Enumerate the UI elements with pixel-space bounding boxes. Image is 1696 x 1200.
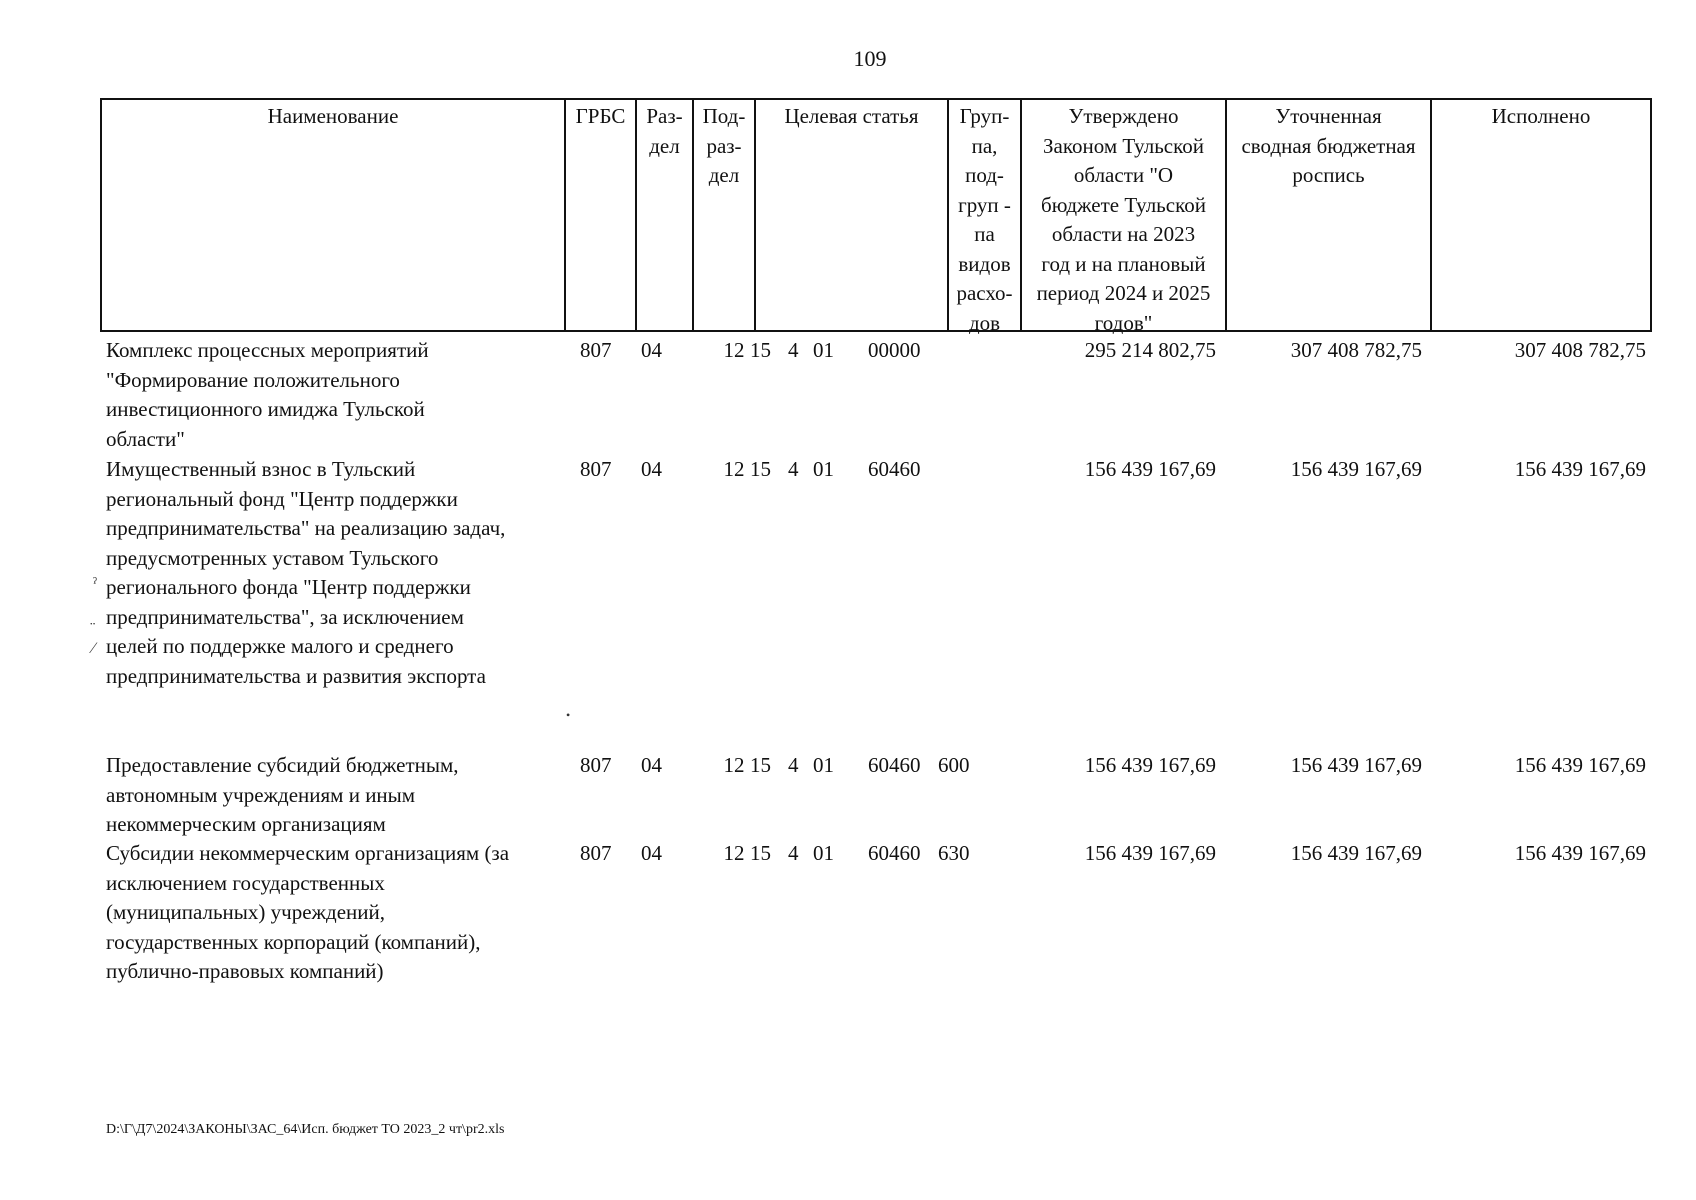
table-row	[100, 336, 1652, 452]
header-podrazdel	[694, 100, 756, 330]
page-number: 109	[853, 46, 887, 71]
header-grbs: ГРБС	[566, 100, 637, 330]
row-target-b: 4	[788, 753, 799, 777]
row-grbs: 807	[580, 457, 612, 481]
row-group: 600	[938, 753, 970, 777]
row-target-b: 4	[788, 457, 799, 481]
row-target-b: 4	[788, 338, 799, 362]
handwritten-mark: ¨	[90, 620, 96, 637]
table-row	[100, 751, 1652, 837]
row-razdel: 04	[641, 753, 662, 777]
row-grbs: 807	[580, 841, 612, 865]
row-target-a: 15	[750, 457, 771, 481]
header-refined-text: Уточненная сводная бюджетная роспись	[1241, 104, 1416, 187]
row-refined: 156 439 167,69	[1290, 841, 1422, 865]
header-group	[949, 100, 1022, 335]
row-executed: 156 439 167,69	[1514, 753, 1646, 777]
row-target-c: 01	[813, 841, 834, 865]
header-approved	[1022, 100, 1227, 335]
row-target-c: 01	[813, 457, 834, 481]
row-razdel: 04	[641, 457, 662, 481]
header-razdel	[637, 100, 694, 330]
row-approved: 156 439 167,69	[1084, 841, 1216, 865]
row-approved: 156 439 167,69	[1084, 753, 1216, 777]
row-name: Предоставление субсидий бюджетным, автономным учреждениям и иным некоммерческим организациям	[106, 753, 459, 836]
row-podrazdel: 12	[723, 457, 745, 481]
table-row	[100, 839, 1652, 987]
row-refined: 156 439 167,69	[1290, 457, 1422, 481]
handwritten-mark: ˀ	[93, 575, 97, 592]
header-target: Целевая статья	[756, 100, 949, 330]
header-podrazdel-text: Под- раз- дел	[702, 104, 746, 187]
handwritten-mark: ⁄	[92, 640, 95, 657]
table-header	[100, 98, 1652, 335]
row-approved: 156 439 167,69	[1084, 457, 1216, 481]
row-name: Субсидии некоммерческим организациям (за исключением государственных (муниципальных) учреждений, государственных корпораций (компаний), публично-правовых компаний)	[106, 841, 510, 983]
row-approved: 295 214 802,75	[1084, 338, 1216, 362]
row-razdel: 04	[641, 338, 662, 362]
row-target-a: 15	[750, 338, 771, 362]
row-executed: 156 439 167,69	[1514, 841, 1646, 865]
table-row	[100, 455, 1652, 691]
row-target-d: 60460	[868, 841, 921, 865]
row-refined: 307 408 782,75	[1290, 338, 1422, 362]
row-executed: 156 439 167,69	[1514, 457, 1646, 481]
row-name: Имущественный взнос в Тульский региональный фонд "Центр поддержки предпринимательства" на реализацию задач, предусмотренных уставом Тульского регионального фонда "Центр поддержки предпринимательства", за исключением целей по поддержке малого и среднего предпринимательства и развития экспорта	[106, 457, 506, 688]
row-podrazdel: 12	[723, 338, 745, 362]
row-group: 630	[938, 841, 970, 865]
header-name: Наименование	[102, 100, 566, 330]
stray-dot: •	[566, 708, 571, 722]
row-podrazdel: 12	[723, 841, 745, 865]
row-target-c: 01	[813, 338, 834, 362]
row-target-d: 60460	[868, 753, 921, 777]
header-approved-text: Утверждено Законом Тульской области "О бюджете Тульской области на 2023 год и на плановый период 2024 и 2025 годов"	[1036, 104, 1211, 335]
row-target-a: 15	[750, 841, 771, 865]
row-target-d: 60460	[868, 457, 921, 481]
row-refined: 156 439 167,69	[1290, 753, 1422, 777]
header-refined	[1227, 100, 1432, 330]
row-target-c: 01	[813, 753, 834, 777]
row-podrazdel: 12	[723, 753, 745, 777]
header-executed: Исполнено	[1491, 104, 1591, 128]
row-grbs: 807	[580, 338, 612, 362]
footer-file-path: D:\Г\Д7\2024\ЗАКОНЫ\ЗАС_64\Исп. бюджет ТО 2023_2 чт\pr2.xls	[106, 1122, 505, 1137]
row-target-a: 15	[750, 753, 771, 777]
row-target-b: 4	[788, 841, 799, 865]
header-group-text: Груп- па, под- груп - па видов расхо- дов	[956, 104, 1013, 335]
row-grbs: 807	[580, 753, 612, 777]
row-executed: 307 408 782,75	[1514, 338, 1646, 362]
row-razdel: 04	[641, 841, 662, 865]
header-razdel-text: Раз- дел	[646, 104, 683, 158]
row-name: Комплекс процессных мероприятий "Формирование положительного инвестиционного имиджа Тульской области"	[106, 338, 429, 451]
row-target-d: 00000	[868, 338, 921, 362]
